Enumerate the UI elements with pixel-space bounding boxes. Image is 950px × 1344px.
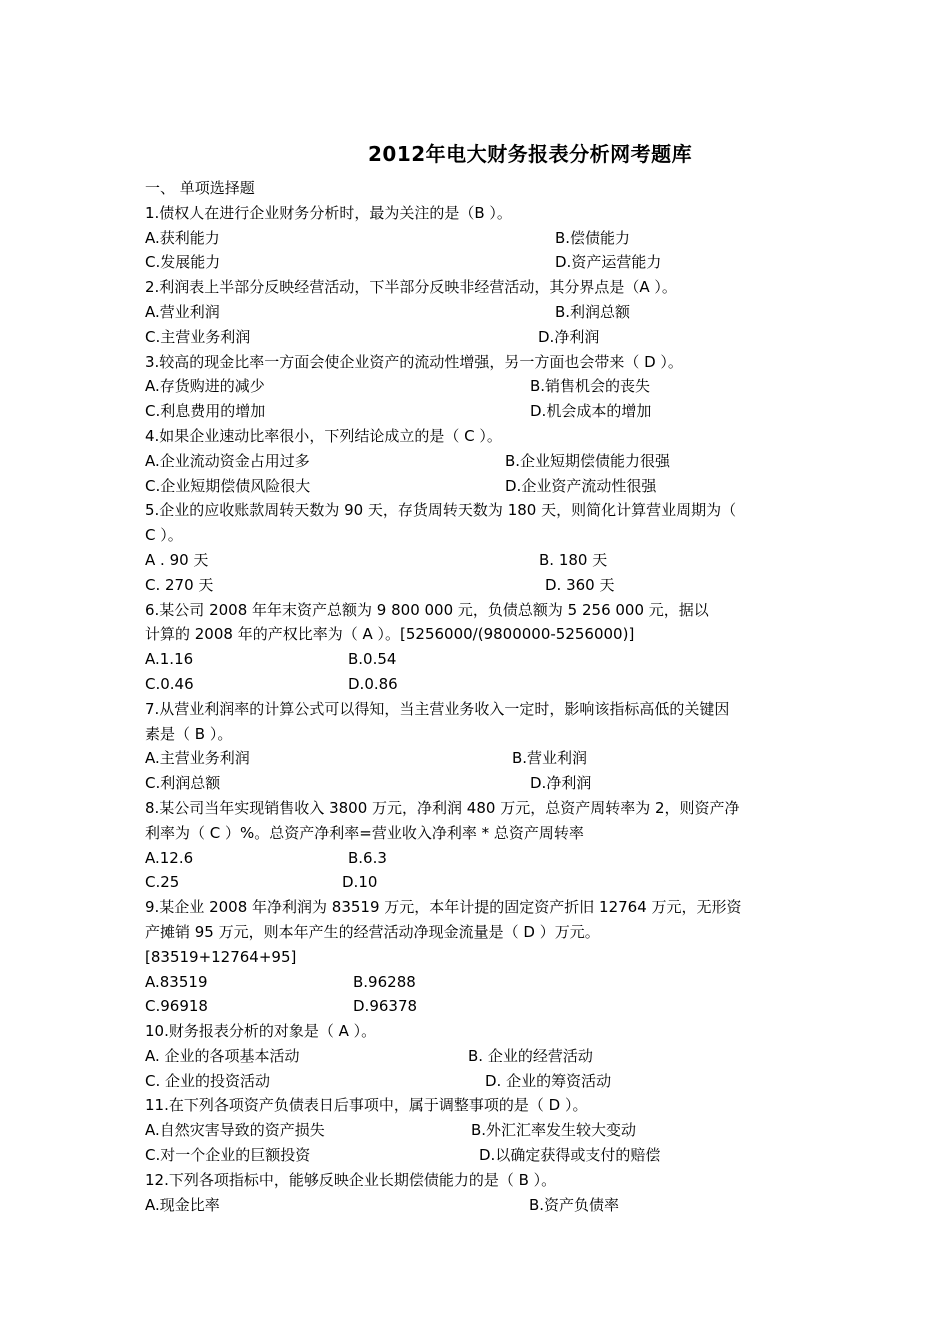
option-right: D.0.86: [348, 674, 398, 693]
option-row: [145, 1118, 805, 1143]
question-text: 计算的 2008 年的产权比率为（ A ）。[5256000/(9800000-5256000)]: [145, 625, 635, 644]
option-left: A.现金比率: [145, 1195, 220, 1214]
option-left: C.0.46: [145, 674, 194, 693]
option-right: B.资产负债率: [529, 1195, 620, 1214]
question-line: [145, 523, 805, 548]
question-text: 2.利润表上半部分反映经营活动，下半部分反映非经营活动，其分界点是（A ）。: [145, 278, 677, 297]
question-text: 1.债权人在进行企业财务分析时，最为关注的是（B ）。: [145, 203, 512, 222]
option-row: [145, 672, 805, 697]
option-row: [145, 746, 805, 771]
question-text: 4.如果企业速动比率很小，下列结论成立的是（ C ）。: [145, 426, 502, 445]
option-row: [145, 1193, 805, 1218]
option-right: D.以确定获得或支付的赔偿: [479, 1146, 661, 1165]
section-heading-text: 一、 单项选择题: [145, 179, 255, 197]
option-left: C.96918: [145, 997, 208, 1016]
option-left: C.企业短期偿债风险很大: [145, 476, 311, 495]
option-row: [145, 1143, 805, 1168]
question-text: 10.财务报表分析的对象是（ A ）。: [145, 1022, 377, 1041]
option-right: D.96378: [353, 997, 418, 1016]
option-row: [145, 647, 805, 672]
option-row: [145, 226, 805, 251]
option-left: C.发展能力: [145, 253, 221, 272]
option-right: D.10: [342, 873, 378, 892]
question-line: [145, 796, 805, 821]
option-row: [145, 870, 805, 895]
question-text: 11.在下列各项资产负债表日后事项中，属于调整事项的是（ D ）。: [145, 1096, 588, 1115]
question-text: 产摊销 95 万元，则本年产生的经营活动净现金流量是（ D ）万元。: [145, 922, 600, 941]
option-right: B.6.3: [348, 848, 387, 867]
option-left: A.83519: [145, 972, 208, 991]
option-left: A.营业利润: [145, 302, 220, 321]
option-right: B.企业短期偿债能力很强: [505, 451, 671, 470]
option-row: [145, 846, 805, 871]
option-left: A. 企业的各项基本活动: [145, 1046, 300, 1065]
option-left: A.获利能力: [145, 228, 220, 247]
option-right: B.外汇汇率发生较大变动: [471, 1121, 637, 1140]
question-line: [145, 622, 805, 647]
option-left: C.25: [145, 873, 180, 892]
question-line: [145, 722, 805, 747]
question-text: 利率为（ C ）%。总资产净利率=营业收入净利率 * 总资产周转率: [145, 823, 584, 842]
option-left: C.对一个企业的巨额投资: [145, 1146, 311, 1165]
option-row: [145, 1044, 805, 1069]
document-title: 2012年电大财务报表分析网考题库: [368, 142, 693, 166]
question-line: [145, 424, 805, 449]
question-text: 7.从营业利润率的计算公式可以得知，当主营业务收入一定时，影响该指标高低的关键因: [145, 699, 730, 718]
option-row: [145, 573, 805, 598]
option-left: A.自然灾害导致的资产损失: [145, 1121, 325, 1140]
option-right: D.净利润: [538, 327, 600, 346]
option-right: B.偿债能力: [555, 228, 631, 247]
option-right: D. 360 天: [545, 575, 615, 594]
option-right: B.0.54: [348, 650, 397, 669]
question-text: 5.企业的应收账款周转天数为 90 天，存货周转天数为 180 天，则简化计算营业周期为（: [145, 501, 737, 520]
section-heading: [145, 176, 805, 201]
option-left: C. 270 天: [145, 575, 214, 594]
question-list: [145, 176, 805, 1217]
question-text: 12.下列各项指标中，能够反映企业长期偿债能力的是（ B ）。: [145, 1170, 557, 1189]
option-left: A.企业流动资金占用过多: [145, 451, 310, 470]
option-row: [145, 970, 805, 995]
option-left: A.12.6: [145, 848, 194, 867]
option-row: [145, 300, 805, 325]
option-row: [145, 994, 805, 1019]
option-left: A . 90 天: [145, 550, 209, 569]
question-line: [145, 697, 805, 722]
option-row: [145, 771, 805, 796]
option-right: B. 180 天: [539, 550, 608, 569]
question-line: [145, 350, 805, 375]
question-text: C ）。: [145, 526, 183, 545]
question-line: [145, 201, 805, 226]
option-left: A.存货购进的减少: [145, 377, 265, 396]
option-row: [145, 399, 805, 424]
question-line: [145, 1093, 805, 1118]
option-row: [145, 449, 805, 474]
option-row: [145, 1069, 805, 1094]
option-row: [145, 474, 805, 499]
option-right: B.销售机会的丧失: [530, 377, 651, 396]
option-right: B. 企业的经营活动: [468, 1046, 593, 1065]
question-text: 8.某公司当年实现销售收入 3800 万元，净利润 480 万元，总资产周转率为 2，则资产净: [145, 798, 740, 817]
question-text: 6.某公司 2008 年年末资产总额为 9 800 000 元，负债总额为 5 256 000 元，据以: [145, 600, 709, 619]
question-line: [145, 275, 805, 300]
option-left: C. 企业的投资活动: [145, 1071, 271, 1090]
option-right: B.利润总额: [555, 302, 631, 321]
question-line: [145, 498, 805, 523]
question-text: [83519+12764+95]: [145, 947, 297, 966]
option-right: D.净利润: [530, 774, 592, 793]
question-text: 3.较高的现金比率一方面会使企业资产的流动性增强，另一方面也会带来（ D ）。: [145, 352, 683, 371]
question-line: [145, 821, 805, 846]
option-row: [145, 250, 805, 275]
option-right: B.96288: [353, 972, 416, 991]
question-line: [145, 598, 805, 623]
option-left: A.主营业务利润: [145, 749, 250, 768]
question-line: [145, 1019, 805, 1044]
option-left: C.利润总额: [145, 774, 221, 793]
question-line: [145, 945, 805, 970]
option-left: C.利息费用的增加: [145, 402, 266, 421]
question-line: [145, 1168, 805, 1193]
option-row: [145, 325, 805, 350]
question-text: 9.某企业 2008 年净利润为 83519 万元，本年计提的固定资产折旧 12764 万元，无形资: [145, 898, 742, 917]
option-left: A.1.16: [145, 650, 194, 669]
option-row: [145, 548, 805, 573]
option-right: D. 企业的筹资活动: [485, 1071, 612, 1090]
question-line: [145, 895, 805, 920]
question-text: 素是（ B ）。: [145, 724, 233, 743]
option-right: D.企业资产流动性很强: [505, 476, 657, 495]
option-right: D.资产运营能力: [555, 253, 662, 272]
option-right: D.机会成本的增加: [530, 402, 652, 421]
question-line: [145, 920, 805, 945]
option-right: B.营业利润: [512, 749, 588, 768]
option-row: [145, 374, 805, 399]
option-left: C.主营业务利润: [145, 327, 251, 346]
